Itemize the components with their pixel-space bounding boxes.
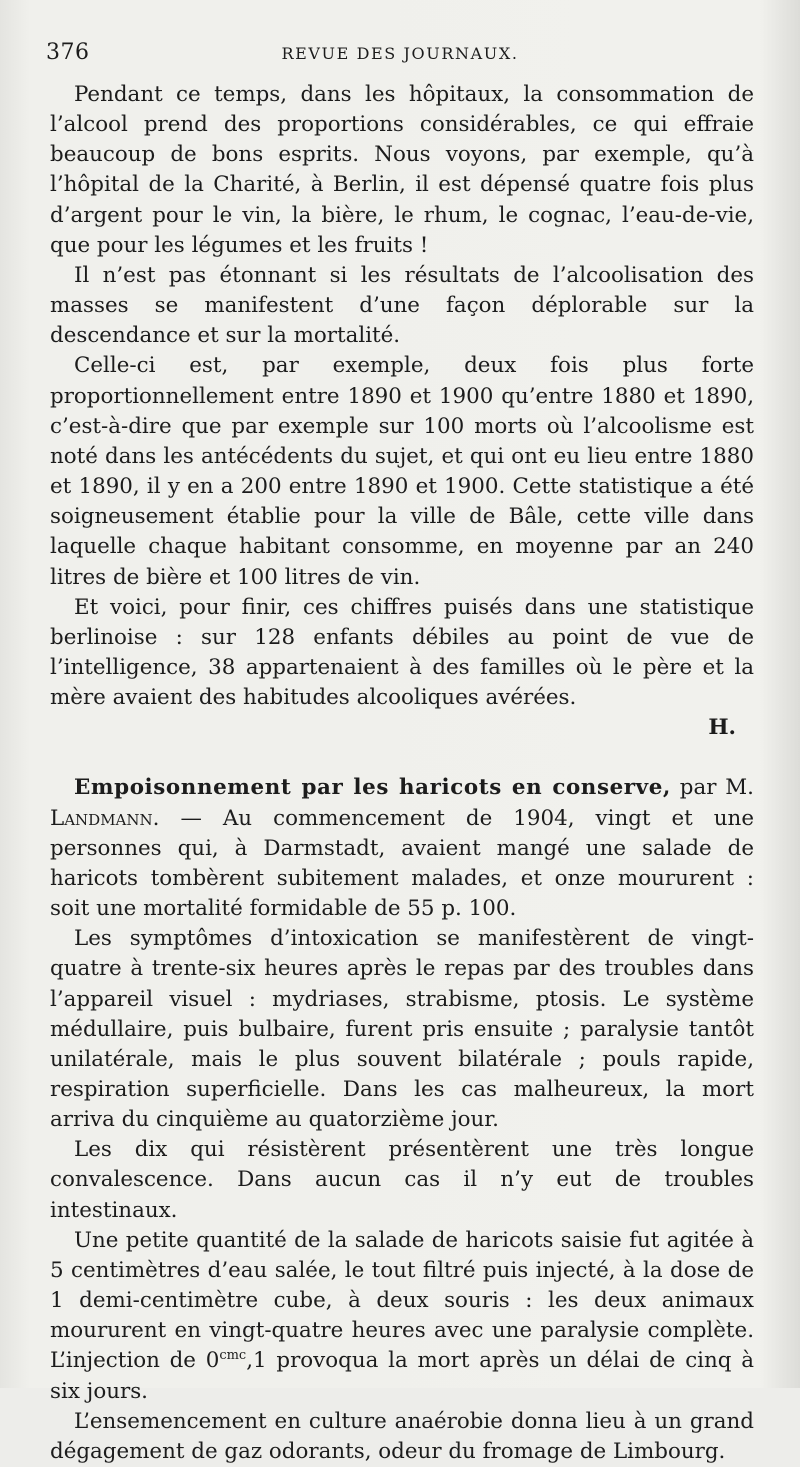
paragraph: Celle-ci est, par exemple, deux fois plus forte proportionnellement entre 1890 et 1900 qu’entre 1880 et 1890, c’est-à-dire que par exemple sur 100 morts où l’alcoolisme est noté dans les antécédents du sujet, et qui ont eu lieu entre 1880 et 1890, il y en a 200 entre 1890 et 1900. Cette statistique a été soigneusement établie pour la ville de Bâle, cette ville dans laquelle chaque habitant consomme, en moyenne par an 240 litres de bière et 100 litres de vin. xyxy=(50,353,754,590)
article-lead-text: — Au commencement de 1904, vingt et une personnes qui, à Darmstadt, avaient mangé une salade de haricots tombèrent subitement malades, et onze moururent : soit une mortalité formidable de 55 p. 100. xyxy=(50,805,754,922)
paragraph: Il n’est pas étonnant si les résultats de l’alcoolisation des masses se manifestent d’une façon déplorable sur la descendance et sur la mortalité. xyxy=(50,262,754,349)
paragraph: Les symptômes d’intoxication se manifestèrent de vingt-quatre à trente-six heures après le repas par des troubles dans l’appareil visuel : mydriases, strabisme, ptosis. Le système médullaire, puis bulbaire, furent pris ensuite ; paralysie tantôt unilatérale, mais le plus souvent bilatérale ; pouls rapide, respiration superficielle. Dans les cas malheureux, la mort arriva du cinquième au quatorzième jour. xyxy=(50,926,754,1133)
article-by: par xyxy=(679,775,717,801)
paragraph xyxy=(50,1226,754,1407)
unit-superscript: cmc xyxy=(219,1348,247,1364)
section-gap xyxy=(50,743,754,773)
article-lead-paragraph xyxy=(50,773,754,924)
paragraph-text: Une petite quantité de la salade de haricots saisie fut agitée à 5 centimètres d’eau salée, le tout filtré puis injecté, à la dose de 1 demi-centimètre cube, à deux souris : les deux animaux moururent en vingt-quatre heures avec une paralysie complète. L’injection de 0 xyxy=(50,1227,754,1374)
article-text xyxy=(50,80,754,1467)
running-title: REVUE DES JOURNAUX. xyxy=(281,44,519,63)
paragraph: Pendant ce temps, dans les hôpitaux, la consommation de l’alcool prend des proportions considérables, ce qui effraie beaucoup de bons esprits. Nous voyons, par exemple, qu’à l’hôpital de la Charité, à Berlin, il est dépensé quatre fois plus d’argent pour le vin, la bière, le rhum, le cognac, l’eau-de-vie, que pour les légumes et les fruits ! xyxy=(50,82,754,258)
article-author: M. Landmann. xyxy=(50,775,754,831)
paragraph: Les dix qui résistèrent présentèrent une très longue convalescence. Dans aucun cas il n’y eut de troubles intestinaux. xyxy=(50,1137,754,1223)
page-number: 376 xyxy=(46,40,90,65)
paragraph-text: ,1 provoqua la mort après un délai de cinq à six jours. xyxy=(50,1348,754,1404)
paragraph: L’ensemencement en culture anaérobie donna lieu à un grand dégagement de gaz odorants, odeur du fromage de Limbourg. xyxy=(50,1408,754,1464)
author-signature: H. xyxy=(708,715,736,741)
paragraph: Et voici, pour finir, ces chiffres puisés dans une statistique berlinoise : sur 128 enfants débiles au point de vue de l’intelligence, 38 appartenaient à des familles où le père et la mère avaient des habitudes alcooliques avérées. xyxy=(50,594,754,711)
article-title: Empoisonnement par les haricots en conserve, xyxy=(74,775,671,801)
page-header xyxy=(46,40,754,70)
